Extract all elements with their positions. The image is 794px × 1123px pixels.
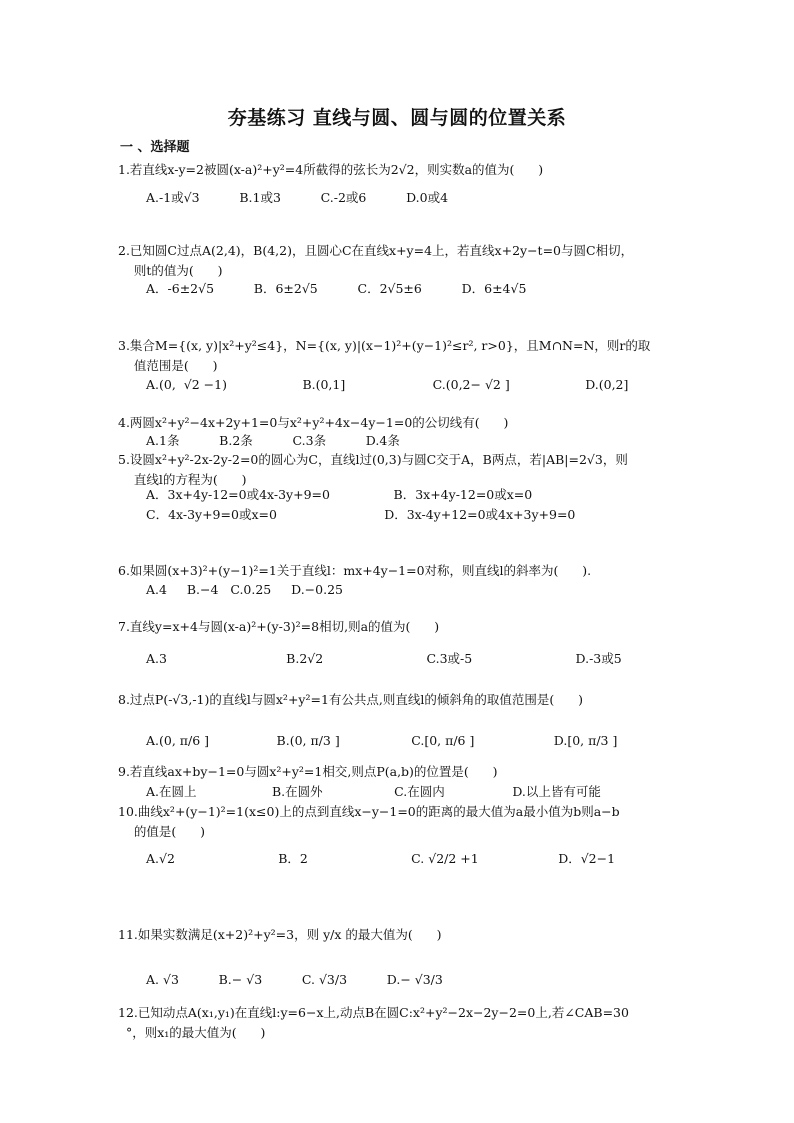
question-1-options: A.-1或√3 B.1或3 C.-2或6 D.0或4 xyxy=(146,190,449,205)
question-11-stem: 11.如果实数满足(x+2)²+y²=3，则 y/x 的最大值为( ) xyxy=(118,927,442,942)
question-9-options: A.在圆上 B.在圆外 C.在圆内 D.以上皆有可能 xyxy=(146,784,601,799)
question-2-stem: 2.已知圆C过点A(2,4)，B(4,2)，且圆心C在直线x+y=4上，若直线x+2y−t=0与圆C相切， 则t的值为( ) xyxy=(118,243,634,278)
question-8-stem: 8.过点P(-√3,-1)的直线l与圆x²+y²=1有公共点,则直线l的倾斜角的取值范围是( ) xyxy=(118,692,583,707)
question-4-stem: 4.两圆x²+y²−4x+2y+1=0与x²+y²+4x−4y−1=0的公切线有( ) xyxy=(118,415,509,430)
question-3-stem: 3.集合M={(x, y)|x²+y²≤4}，N={(x, y)|(x−1)²+(y−1)²≤r², r>0}，且M∩N=N，则r的取 值范围是( ) xyxy=(118,338,651,373)
question-9-stem: 9.若直线ax+by−1=0与圆x²+y²=1相交,则点P(a,b)的位置是( ) xyxy=(118,764,498,779)
question-3-options: A.(0, √2 −1) B.(0,1] C.(0,2− √2 ] D.(0,2] xyxy=(146,377,629,392)
question-10-options: A.√2 B．2 C. √2/2 +1 D．√2−1 xyxy=(146,851,616,866)
question-7-stem: 7.直线y=x+4与圆(x-a)²+(y-3)²=8相切,则a的值为( ) xyxy=(118,619,440,634)
page-title: 夯基练习 直线与圆、圆与圆的位置关系 xyxy=(227,107,567,129)
question-2-options: A．-6±2√5 B．6±2√5 C．2√5±6 D．6±4√5 xyxy=(146,281,527,296)
question-11-options: A. √3 B.− √3 C. √3/3 D.− √3/3 xyxy=(146,972,443,987)
section-heading: 一 、选择题 xyxy=(120,140,190,155)
question-8-options: A.(0, π/6 ] B.(0, π/3 ] C.[0, π/6 ] D.[0, π/3 ] xyxy=(146,733,618,748)
question-5-options: A．3x+4y-12=0或4x-3y+9=0 B．3x+4y-12=0或x=0 C．4x-3y+9=0或x=0 D．3x-4y+12=0或4x+3y+9=0 xyxy=(146,487,576,522)
question-6-stem: 6.如果圆(x+3)²+(y−1)²=1关于直线l：mx+4y−1=0对称，则直线l的斜率为( ). xyxy=(118,563,592,578)
question-4-options: A.1条 B.2条 C.3条 D.4条 xyxy=(146,433,400,448)
question-12-stem: 12.已知动点A(x₁,y₁)在直线l:y=6−x上,动点B在圆C:x²+y²−2x−2y−2=0上,若∠CAB=30 °，则x₁的最大值为( ) xyxy=(118,1005,629,1040)
question-6-options: A.4 B.−4 C.0.25 D.−0.25 xyxy=(146,582,343,597)
question-1-stem: 1.若直线x-y=2被圆(x-a)²+y²=4所截得的弦长为2√2，则实数a的值为( ) xyxy=(118,162,544,177)
question-7-options: A.3 B.2√2 C.3或-5 D.-3或5 xyxy=(146,651,622,666)
question-5-stem: 5.设圆x²+y²-2x-2y-2=0的圆心为C，直线l过(0,3)与圆C交于A，B两点，若|AB|=2√3，则 直线l的方程为( ) xyxy=(118,452,628,487)
question-10-stem: 10.曲线x²+(y−1)²=1(x≤0)上的点到直线x−y−1=0的距离的最大值为a最小值为b则a−b 的值是( ) xyxy=(118,804,620,839)
